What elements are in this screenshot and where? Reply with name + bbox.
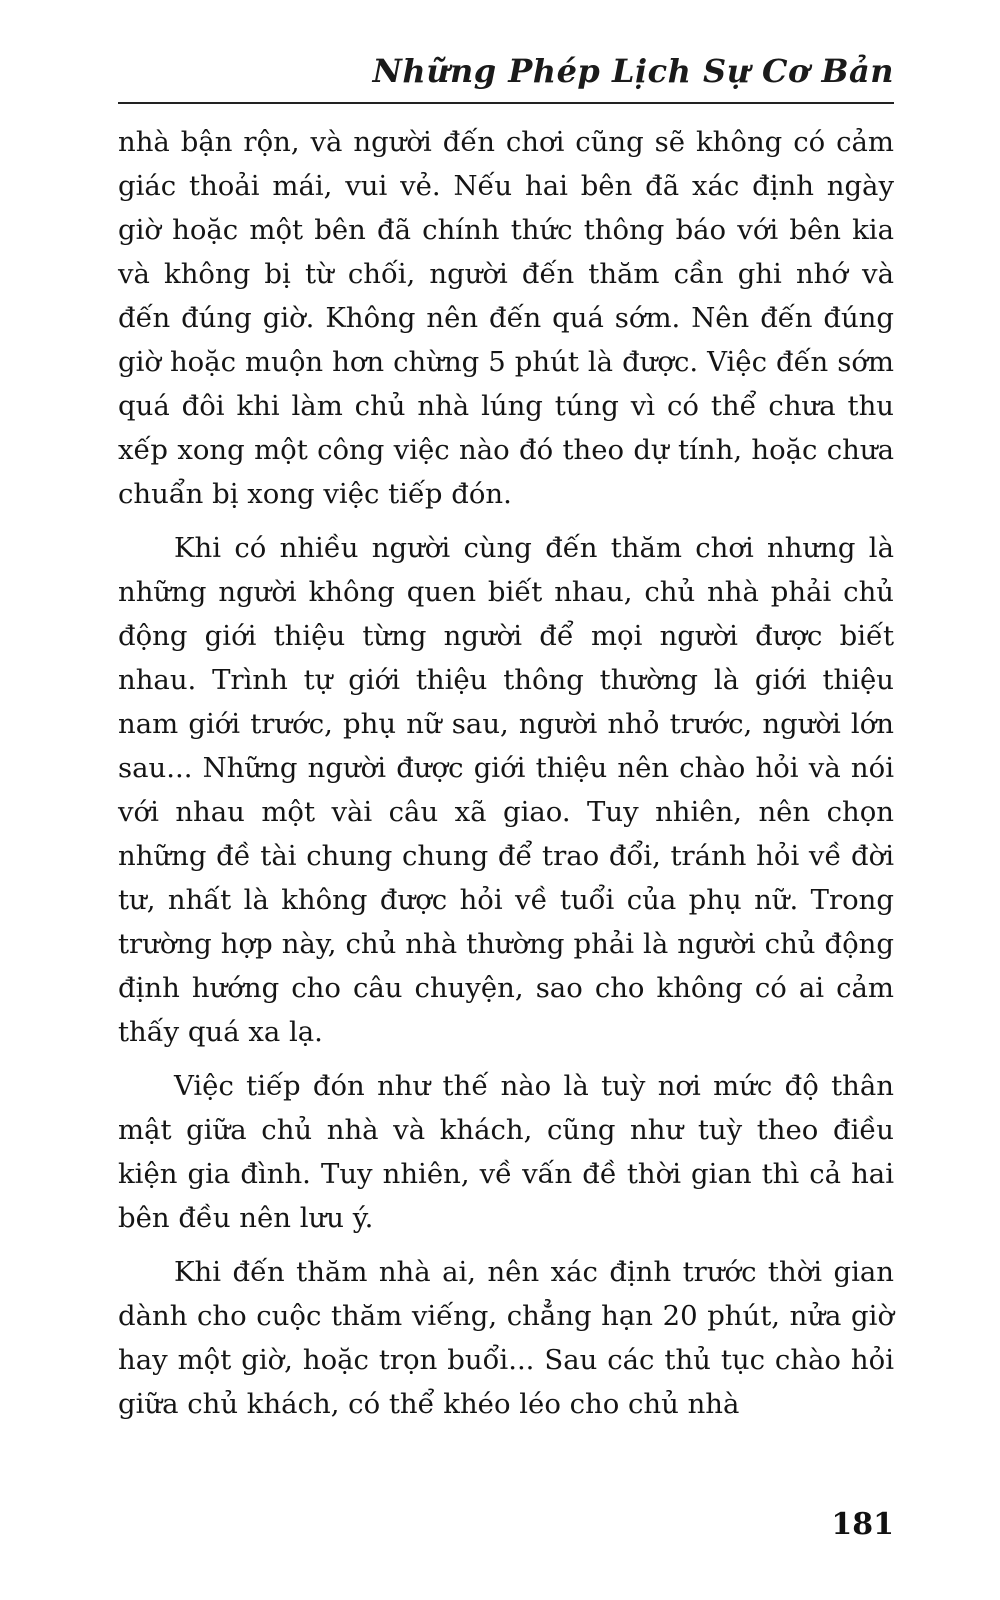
body-text <box>118 120 894 1436</box>
paragraph-reception: Việc tiếp đón như thế nào là tuỳ nơi mức độ thân mật giữa chủ nhà và khách, cũng như tuỳ theo điều kiện gia đình. Tuy nhiên, về vấn đề thời gian thì cả hai bên đều nên lưu ý. <box>118 1070 894 1234</box>
running-head <box>118 48 894 104</box>
book-title: Những Phép Lịch Sự Cơ Bản <box>372 52 894 90</box>
paragraph-continued: nhà bận rộn, và người đến chơi cũng sẽ không có cảm giác thoải mái, vui vẻ. Nếu hai bên đã xác định ngày giờ hoặc một bên đã chính thức thông báo với bên kia và không bị từ chối, người đến thăm cần ghi nhớ và đến đúng giờ. Không nên đến quá sớm. Nên đến đúng giờ hoặc muộn hơn chừng 5 phút là được. Việc đến sớm quá đôi khi làm chủ nhà lúng túng vì có thể chưa thu xếp xong một công việc nào đó theo dự tính, hoặc chưa chuẩn bị xong việc tiếp đón. <box>118 126 894 510</box>
paragraph-introductions: Khi có nhiều người cùng đến thăm chơi nhưng là những người không quen biết nhau, chủ nhà phải chủ động giới thiệu từng người để mọi người được biết nhau. Trình tự giới thiệu thông thường là giới thiệu nam giới trước, phụ nữ sau, người nhỏ trước, người lớn sau... Những người được giới thiệu nên chào hỏi và nói với nhau một vài câu xã giao. Tuy nhiên, nên chọn những đề tài chung chung để trao đổi, tránh hỏi về đời tư, nhất là không được hỏi về tuổi của phụ nữ. Trong trường hợp này, chủ nhà thường phải là người chủ động định hướng cho câu chuyện, sao cho không có ai cảm thấy quá xa lạ. <box>118 532 894 1048</box>
page-number: 181 <box>831 1507 894 1542</box>
paragraph-visit-duration: Khi đến thăm nhà ai, nên xác định trước thời gian dành cho cuộc thăm viếng, chẳng hạn 20 phút, nửa giờ hay một giờ, hoặc trọn buổi... Sau các thủ tục chào hỏi giữa chủ khách, có thể khéo léo cho chủ nhà <box>118 1256 894 1420</box>
